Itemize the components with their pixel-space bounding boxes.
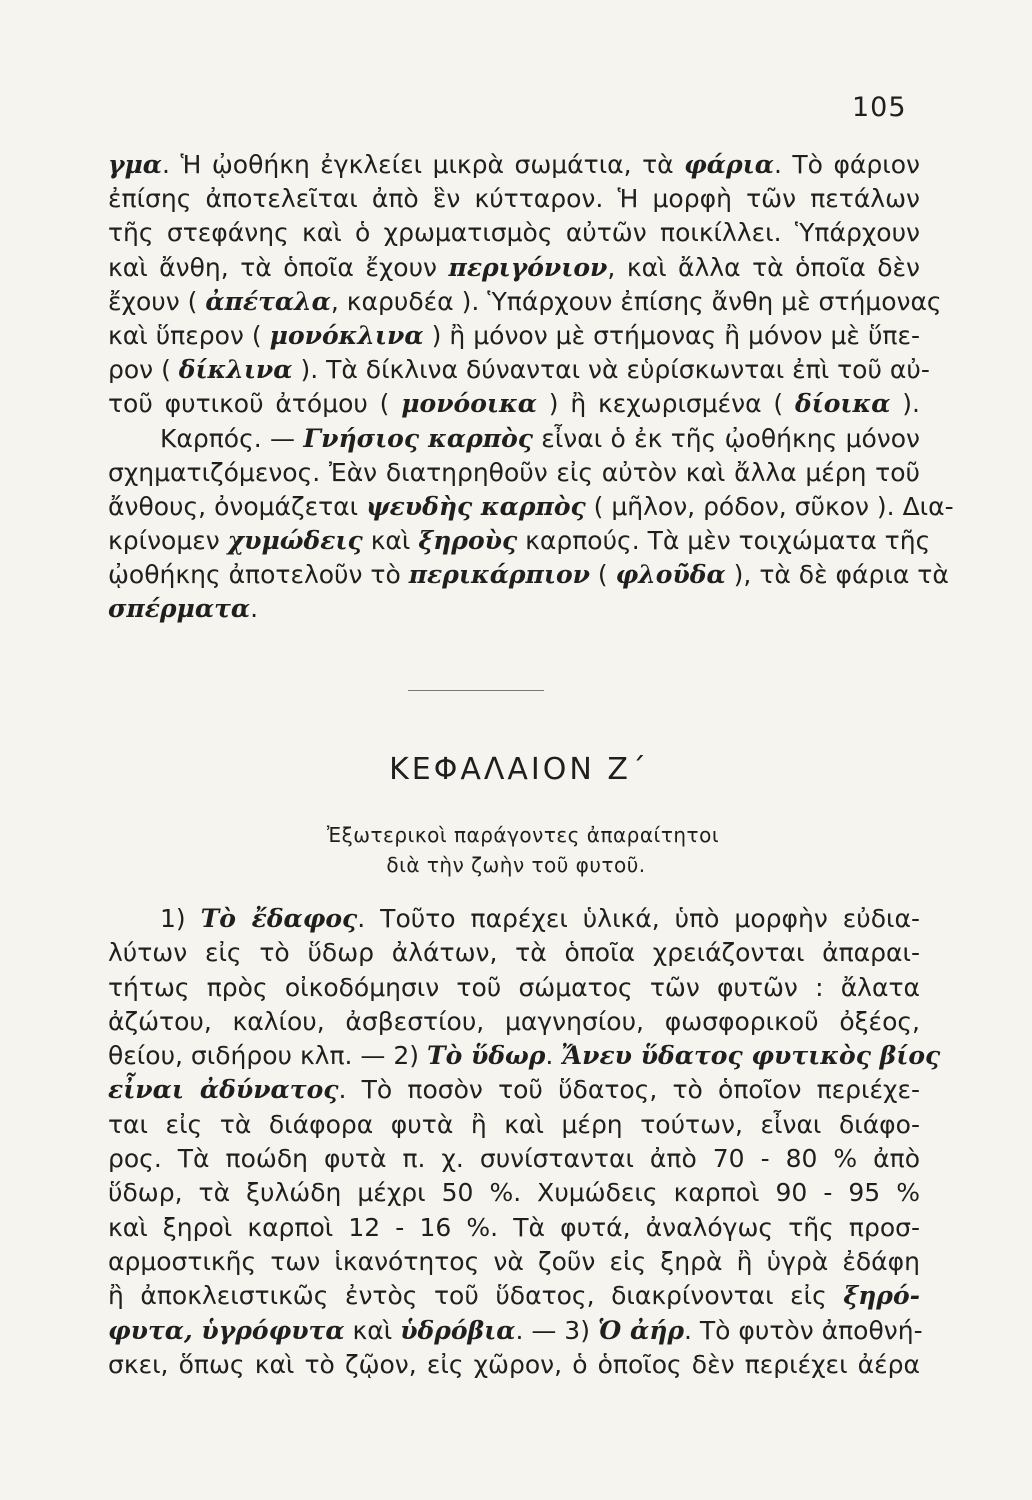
text-run: καὶ ἄνθη, τὰ ὁποῖα ἔχουν: [108, 252, 449, 282]
paragraph-external-factors: [108, 902, 941, 1382]
text-run: ρον (: [108, 355, 179, 385]
emphasized-term: φλοῦδα: [615, 560, 726, 590]
emphasized-term: Ὁ ἀήρ: [597, 1315, 685, 1345]
text-line: [108, 456, 920, 490]
text-line: [108, 592, 920, 626]
text-block-bottom: [108, 902, 941, 1382]
text-run: καὶ ξηροὶ καρποὶ 12 - 16 %. Τὰ φυτά, ἀναλόγως τῆς προσ-: [108, 1212, 920, 1242]
text-run: . Τὸ ποσὸν τοῦ ὕδατος, τὸ ὁποῖον περιέχε-: [338, 1075, 920, 1105]
text-run: ἢ ἀποκλειστικῶς ἐντὸς τοῦ ὕδατος, διακρίνονται εἰς: [108, 1281, 844, 1311]
emphasized-term: Τὸ ἔδαφος: [200, 904, 358, 933]
text-line: [108, 524, 931, 558]
emphasized-term: ἀπέταλα: [205, 286, 331, 316]
emphasized-term: μονόκλινα: [269, 320, 424, 350]
text-run: αρμοστικῆς των ἱκανότητος νὰ ζοῦν εἰς ξηρὰ ἢ ὑγρὰ ἐδάφη: [108, 1246, 920, 1276]
text-line: [108, 387, 920, 421]
text-run: τήτως πρὸς οἰκοδόμησιν τοῦ σώματος τῶν φυτῶν : ἄλατα: [108, 972, 920, 1002]
text-run: 1): [160, 904, 201, 933]
text-line: [108, 353, 930, 387]
text-run: ἔχουν (: [108, 286, 206, 316]
text-line: [108, 1314, 923, 1348]
emphasized-term: σπέρματα: [108, 594, 251, 624]
text-run: ).: [890, 389, 920, 419]
text-line: [108, 1279, 920, 1313]
text-run: . Τοῦτο παρέχει ὑλικά, ὑπὸ μορφὴν εὐδια-: [357, 904, 921, 933]
text-run: ᾠοθήκης ἀποτελοῦν τὸ: [108, 560, 409, 590]
text-run: ἀζώτου, καλίου, ἀσβεστίου, μαγνησίου, φωσφορικοῦ ὀξέος,: [108, 1006, 920, 1036]
text-line: [108, 285, 942, 319]
text-run: κρίνομεν: [108, 526, 228, 556]
text-run: (: [589, 560, 616, 590]
emphasized-term: φυτα, ὑγρόφυτα: [108, 1315, 345, 1345]
text-run: καὶ: [362, 526, 419, 556]
text-run: .: [250, 594, 259, 624]
text-run: . — 3): [515, 1315, 598, 1345]
text-line: [108, 1176, 920, 1210]
emphasized-term: ξηροὺς: [418, 526, 518, 556]
text-run: εἶναι ὁ ἐκ τῆς ᾠοθήκης μόνον: [532, 423, 920, 453]
text-run: σχηματιζόμενος. Ἐὰν διατηρηθοῦν εἰς αὐτὸν καὶ ἄλλα μέρη τοῦ: [108, 457, 920, 487]
emphasized-term: φάρια: [684, 150, 774, 179]
text-line: [108, 1108, 920, 1142]
text-run: θείου, σιδήρου κλπ. — 2): [108, 1041, 427, 1071]
text-run: . Ἡ ᾠοθήκη ἐγκλείει μικρὰ σωμάτια, τὰ: [162, 150, 685, 179]
emphasized-term: ψευδὴς καρπὸς: [366, 491, 586, 521]
emphasized-term: γμα: [108, 150, 163, 179]
text-run: . Τὸ φυτὸν ἀποθνή-: [684, 1315, 923, 1345]
text-line: [108, 148, 920, 182]
text-run: . Τὸ φάριον: [773, 150, 921, 179]
chapter-subtitle-line-1: Ἐξωτερικοὶ παράγοντες ἀπαραίτητοι: [326, 823, 720, 847]
text-run: σκει, ὅπως καὶ τὸ ζῷον, εἰς χῶρον, ὁ ὁποῖος δὲν περιέχει ἀέρα: [108, 1349, 920, 1379]
text-line: [108, 182, 920, 216]
text-line: [108, 558, 949, 592]
text-line: [108, 1348, 920, 1382]
text-run: Καρπός. —: [160, 423, 304, 453]
text-run: ) ἢ μόνον μὲ στήμονας ἢ μόνον μὲ ὕπε-: [423, 320, 920, 350]
text-line: [108, 1245, 920, 1279]
text-run: .: [545, 1041, 562, 1071]
paragraph-fruit: [108, 422, 954, 627]
text-run: ἄνθους, ὀνομάζεται: [108, 491, 367, 521]
chapter-subtitle-line-2: διὰ τὴν ζωὴν τοῦ φυτοῦ.: [386, 853, 646, 877]
emphasized-term: Τὸ ὕδωρ: [426, 1041, 546, 1071]
emphasized-term: δίοικα: [794, 389, 891, 419]
text-line: [108, 1039, 941, 1073]
text-line: [108, 902, 920, 936]
text-run: λύτων εἰς τὸ ὕδωρ ἀλάτων, τὰ ὁποῖα χρειάζονται ἀπαραι-: [108, 938, 920, 968]
text-line: [108, 1142, 920, 1176]
text-run: ( μῆλον, ρόδον, σῦκον ). Δια-: [585, 491, 954, 521]
text-run: καὶ ὕπερον (: [108, 320, 270, 350]
text-run: , καὶ ἄλλα τὰ ὁποῖα δὲν: [607, 252, 920, 282]
emphasized-term: Γνήσιος καρπὸς: [303, 423, 533, 453]
text-line: [108, 1211, 920, 1245]
text-run: τοῦ φυτικοῦ ἀτόμου (: [108, 389, 402, 419]
chapter-title: ΚΕΦΑΛΑΙΟΝ Ζ΄: [389, 752, 649, 787]
paragraph-flower-parts: [108, 148, 942, 422]
text-block-top: [108, 148, 954, 627]
text-line: [108, 936, 920, 970]
emphasized-term: δίκλινα: [178, 355, 293, 385]
emphasized-term: ὑδρόβια: [400, 1315, 516, 1345]
emphasized-term: περιγόνιον: [448, 252, 608, 282]
text-run: ὕδωρ, τὰ ξυλώδη μέχρι 50 %. Χυμώδεις καρποὶ 90 - 95 %: [108, 1178, 920, 1208]
text-run: , καρυδέα ). Ὑπάρχουν ἐπίσης ἄνθη μὲ στήμονας: [330, 286, 942, 316]
text-run: ) ἢ κεχωρισμένα (: [536, 389, 795, 419]
emphasized-term: περικάρπιον: [408, 560, 590, 590]
text-line: [108, 251, 920, 285]
text-line: [108, 490, 954, 524]
emphasized-term: μονόοικα: [401, 389, 537, 419]
emphasized-term: ξηρό-: [843, 1281, 920, 1311]
text-run: ἐπίσης ἀποτελεῖται ἀπὸ ἓν κύτταρον. Ἡ μορφὴ τῶν πετάλων: [108, 184, 920, 214]
text-run: καὶ: [344, 1315, 401, 1345]
text-line: [108, 216, 920, 250]
emphasized-term: εἶναι ἀδύνατος: [108, 1075, 339, 1105]
emphasized-term: Ἄνευ ὕδατος φυτικὸς βίος: [561, 1041, 941, 1071]
text-line: [108, 1073, 920, 1107]
page-number: 105: [852, 92, 907, 123]
section-divider: [408, 690, 544, 691]
text-run: ται εἰς τὰ διάφορα φυτὰ ἢ καὶ μέρη τούτων, εἶναι διάφο-: [108, 1109, 920, 1139]
text-run: ρος. Τὰ ποώδη φυτὰ π. χ. συνίστανται ἀπὸ 70 - 80 % ἀπὸ: [108, 1144, 920, 1174]
text-line: [108, 1005, 920, 1039]
text-run: καρπούς. Τὰ μὲν τοιχώματα τῆς: [517, 526, 931, 556]
text-run: ). Τὰ δίκλινα δύνανται νὰ εὑρίσκωνται ἐπὶ τοῦ αὐ-: [292, 355, 930, 385]
text-run: ), τὰ δὲ φάρια τὰ: [725, 560, 949, 590]
text-line: [108, 422, 920, 456]
text-line: [108, 319, 920, 353]
emphasized-term: χυμώδεις: [227, 526, 363, 556]
text-line: [108, 971, 920, 1005]
text-run: τῆς στεφάνης καὶ ὁ χρωματισμὸς αὐτῶν ποικίλλει. Ὑπάρχουν: [108, 218, 920, 248]
